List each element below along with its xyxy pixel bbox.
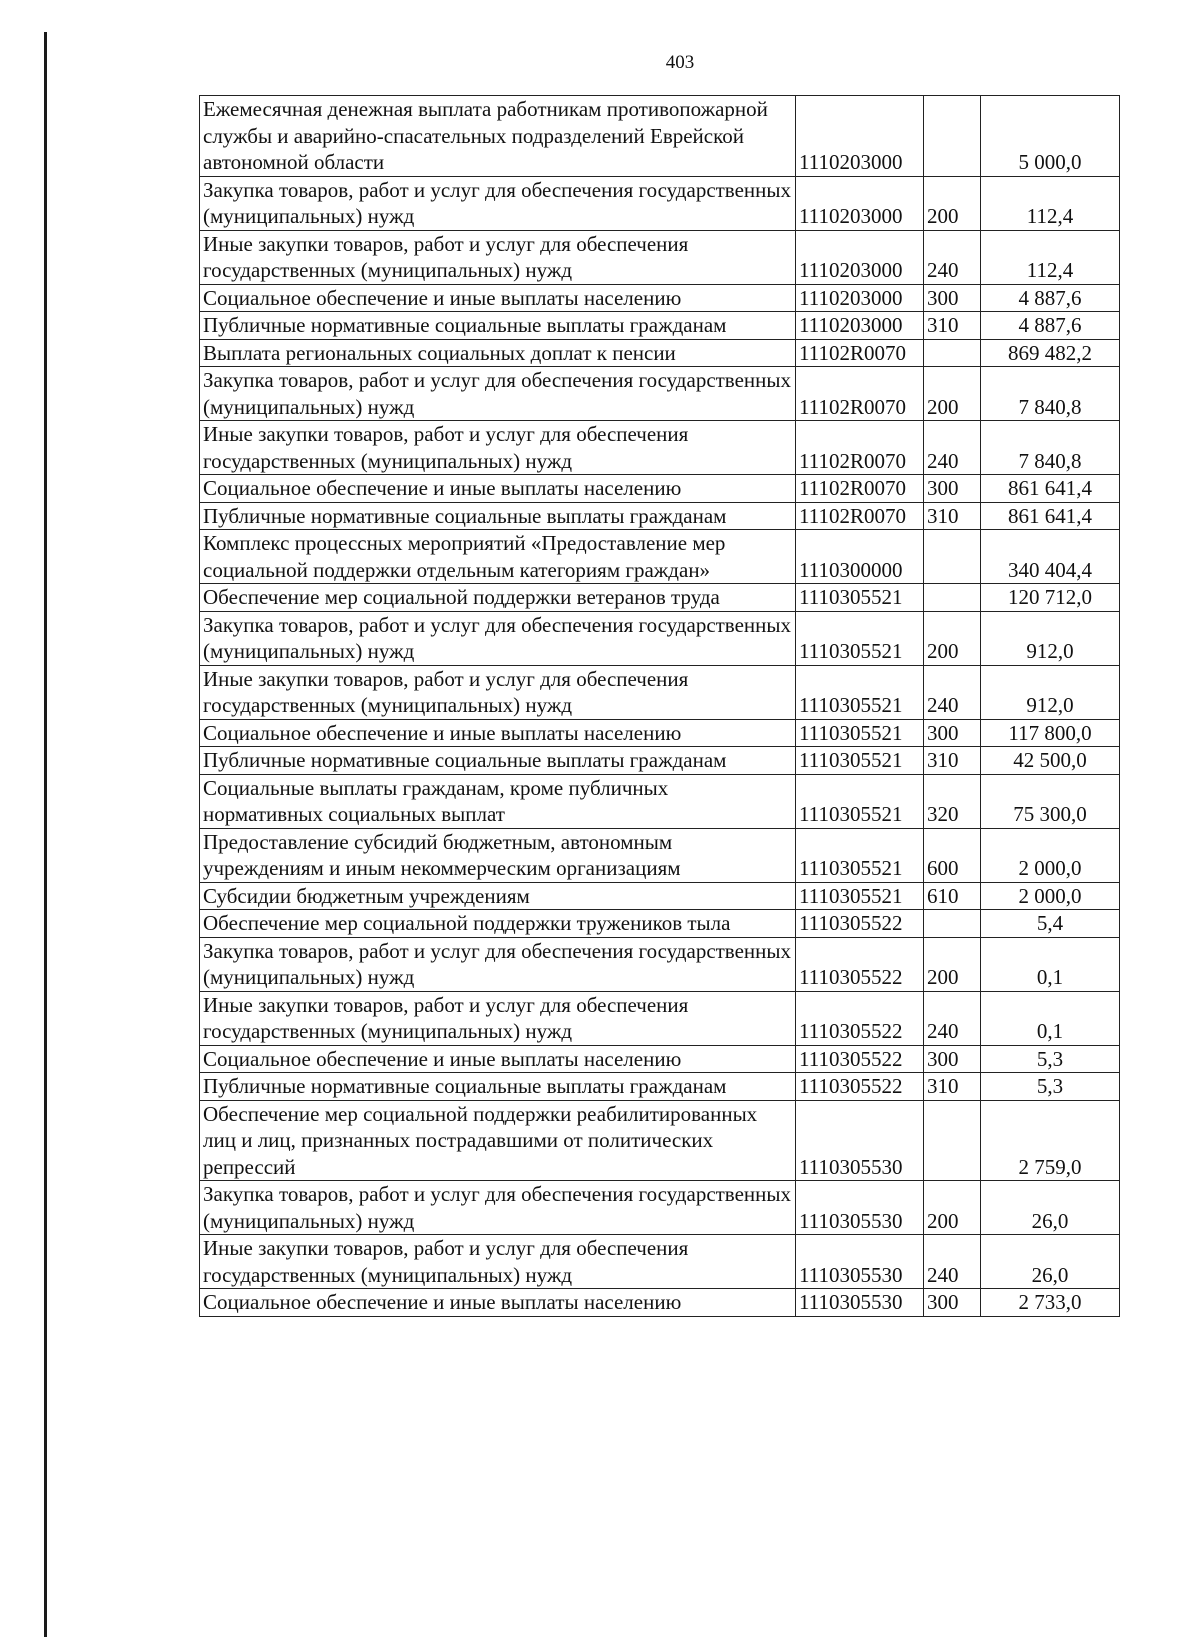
row-expense-type-cell: 300 — [924, 1045, 981, 1073]
row-expense-type-cell: 320 — [924, 774, 981, 828]
row-expense-type-cell: 240 — [924, 230, 981, 284]
row-expense-type-cell: 310 — [924, 1073, 981, 1101]
row-name-cell: Публичные нормативные социальные выплаты гражданам — [200, 502, 796, 530]
row-expense-type-cell — [924, 1100, 981, 1181]
row-code-cell: 1110203000 — [796, 176, 924, 230]
row-name-cell: Закупка товаров, работ и услуг для обеспечения государственных (муниципальных) нужд — [200, 1181, 796, 1235]
budget-table — [199, 95, 1120, 1317]
row-expense-type-cell: 240 — [924, 1235, 981, 1289]
row-sum-cell: 0,1 — [981, 937, 1120, 991]
row-expense-type-cell: 200 — [924, 1181, 981, 1235]
row-sum-cell: 4 887,6 — [981, 312, 1120, 340]
row-sum-cell: 26,0 — [981, 1181, 1120, 1235]
row-expense-type-cell — [924, 530, 981, 584]
row-sum-cell: 2 759,0 — [981, 1100, 1120, 1181]
row-sum-cell: 2 733,0 — [981, 1289, 1120, 1317]
row-name-cell: Иные закупки товаров, работ и услуг для обеспечения государственных (муниципальных) нужд — [200, 230, 796, 284]
row-expense-type-cell: 200 — [924, 937, 981, 991]
table-row — [200, 367, 1120, 421]
row-name-cell: Публичные нормативные социальные выплаты гражданам — [200, 747, 796, 775]
table-row — [200, 502, 1120, 530]
row-name-cell: Предоставление субсидий бюджетным, автономным учреждениям и иным некоммерческим организациям — [200, 828, 796, 882]
row-code-cell: 1110305521 — [796, 611, 924, 665]
table-row — [200, 96, 1120, 177]
page-number: 403 — [665, 52, 695, 73]
row-code-cell: 1110305521 — [796, 747, 924, 775]
table-row — [200, 611, 1120, 665]
row-code-cell: 1110305521 — [796, 665, 924, 719]
table-row — [200, 312, 1120, 340]
row-code-cell: 1110305521 — [796, 584, 924, 612]
table-row — [200, 991, 1120, 1045]
row-sum-cell: 75 300,0 — [981, 774, 1120, 828]
row-code-cell: 11102R0070 — [796, 421, 924, 475]
row-expense-type-cell: 610 — [924, 882, 981, 910]
row-expense-type-cell: 310 — [924, 502, 981, 530]
table-row — [200, 284, 1120, 312]
row-code-cell: 1110305530 — [796, 1289, 924, 1317]
row-sum-cell: 912,0 — [981, 665, 1120, 719]
row-code-cell: 1110300000 — [796, 530, 924, 584]
row-code-cell: 1110305521 — [796, 719, 924, 747]
table-row — [200, 1181, 1120, 1235]
row-expense-type-cell: 310 — [924, 747, 981, 775]
row-sum-cell: 117 800,0 — [981, 719, 1120, 747]
row-name-cell: Закупка товаров, работ и услуг для обеспечения государственных (муниципальных) нужд — [200, 176, 796, 230]
row-sum-cell: 5,4 — [981, 910, 1120, 938]
row-sum-cell: 0,1 — [981, 991, 1120, 1045]
table-row — [200, 747, 1120, 775]
row-expense-type-cell: 300 — [924, 719, 981, 747]
table-row — [200, 882, 1120, 910]
row-name-cell: Иные закупки товаров, работ и услуг для обеспечения государственных (муниципальных) нужд — [200, 991, 796, 1045]
row-name-cell: Публичные нормативные социальные выплаты гражданам — [200, 1073, 796, 1101]
row-sum-cell: 112,4 — [981, 176, 1120, 230]
table-row — [200, 665, 1120, 719]
table-row — [200, 584, 1120, 612]
row-expense-type-cell: 240 — [924, 421, 981, 475]
row-name-cell: Ежемесячная денежная выплата работникам противопожарной службы и аварийно-спасательных подразделений Еврейской автономной области — [200, 96, 796, 177]
row-name-cell: Обеспечение мер социальной поддержки тружеников тыла — [200, 910, 796, 938]
row-expense-type-cell — [924, 96, 981, 177]
row-expense-type-cell: 240 — [924, 665, 981, 719]
row-name-cell: Социальное обеспечение и иные выплаты населению — [200, 1045, 796, 1073]
table-row — [200, 1289, 1120, 1317]
row-name-cell: Иные закупки товаров, работ и услуг для обеспечения государственных (муниципальных) нужд — [200, 665, 796, 719]
row-code-cell: 1110203000 — [796, 284, 924, 312]
row-code-cell: 1110305522 — [796, 1045, 924, 1073]
row-code-cell: 1110203000 — [796, 230, 924, 284]
row-name-cell: Обеспечение мер социальной поддержки ветеранов труда — [200, 584, 796, 612]
row-name-cell: Социальное обеспечение и иные выплаты населению — [200, 719, 796, 747]
row-name-cell: Закупка товаров, работ и услуг для обеспечения государственных (муниципальных) нужд — [200, 937, 796, 991]
row-sum-cell: 7 840,8 — [981, 367, 1120, 421]
table-row — [200, 1100, 1120, 1181]
row-name-cell: Закупка товаров, работ и услуг для обеспечения государственных (муниципальных) нужд — [200, 367, 796, 421]
row-expense-type-cell: 600 — [924, 828, 981, 882]
row-name-cell: Комплекс процессных мероприятий «Предоставление мер социальной поддержки отдельным категориям граждан» — [200, 530, 796, 584]
row-sum-cell: 26,0 — [981, 1235, 1120, 1289]
table-row — [200, 230, 1120, 284]
table-row — [200, 1235, 1120, 1289]
row-sum-cell: 5,3 — [981, 1045, 1120, 1073]
table-row — [200, 339, 1120, 367]
row-code-cell: 11102R0070 — [796, 475, 924, 503]
row-name-cell: Социальное обеспечение и иные выплаты населению — [200, 284, 796, 312]
table-row — [200, 937, 1120, 991]
row-expense-type-cell — [924, 584, 981, 612]
row-code-cell: 1110305522 — [796, 910, 924, 938]
row-expense-type-cell: 310 — [924, 312, 981, 340]
row-name-cell: Выплата региональных социальных доплат к пенсии — [200, 339, 796, 367]
row-code-cell: 11102R0070 — [796, 502, 924, 530]
row-sum-cell: 112,4 — [981, 230, 1120, 284]
row-expense-type-cell: 300 — [924, 284, 981, 312]
table-row — [200, 530, 1120, 584]
row-code-cell: 1110305521 — [796, 774, 924, 828]
row-code-cell: 1110305521 — [796, 882, 924, 910]
row-sum-cell: 7 840,8 — [981, 421, 1120, 475]
row-code-cell: 1110203000 — [796, 312, 924, 340]
row-sum-cell: 869 482,2 — [981, 339, 1120, 367]
row-sum-cell: 2 000,0 — [981, 882, 1120, 910]
row-code-cell: 1110305522 — [796, 991, 924, 1045]
row-code-cell: 1110305530 — [796, 1181, 924, 1235]
row-name-cell: Социальное обеспечение и иные выплаты населению — [200, 475, 796, 503]
table-row — [200, 176, 1120, 230]
row-name-cell: Социальное обеспечение и иные выплаты населению — [200, 1289, 796, 1317]
row-name-cell: Субсидии бюджетным учреждениям — [200, 882, 796, 910]
binding-margin-line — [44, 32, 47, 1637]
table-row — [200, 421, 1120, 475]
row-sum-cell: 5,3 — [981, 1073, 1120, 1101]
row-code-cell: 11102R0070 — [796, 339, 924, 367]
table-row — [200, 1045, 1120, 1073]
row-code-cell: 1110305522 — [796, 1073, 924, 1101]
row-name-cell: Социальные выплаты гражданам, кроме публичных нормативных социальных выплат — [200, 774, 796, 828]
row-sum-cell: 912,0 — [981, 611, 1120, 665]
row-code-cell: 1110305521 — [796, 828, 924, 882]
table-row — [200, 475, 1120, 503]
row-expense-type-cell: 200 — [924, 176, 981, 230]
table-row — [200, 828, 1120, 882]
row-sum-cell: 2 000,0 — [981, 828, 1120, 882]
row-sum-cell: 861 641,4 — [981, 502, 1120, 530]
row-sum-cell: 4 887,6 — [981, 284, 1120, 312]
row-expense-type-cell — [924, 339, 981, 367]
table-row — [200, 719, 1120, 747]
row-sum-cell: 861 641,4 — [981, 475, 1120, 503]
row-name-cell: Иные закупки товаров, работ и услуг для обеспечения государственных (муниципальных) нужд — [200, 1235, 796, 1289]
row-sum-cell: 42 500,0 — [981, 747, 1120, 775]
row-code-cell: 1110305530 — [796, 1235, 924, 1289]
row-expense-type-cell: 240 — [924, 991, 981, 1045]
row-code-cell: 1110203000 — [796, 96, 924, 177]
row-name-cell: Закупка товаров, работ и услуг для обеспечения государственных (муниципальных) нужд — [200, 611, 796, 665]
row-expense-type-cell: 200 — [924, 611, 981, 665]
row-code-cell: 1110305530 — [796, 1100, 924, 1181]
row-sum-cell: 5 000,0 — [981, 96, 1120, 177]
row-expense-type-cell: 200 — [924, 367, 981, 421]
row-name-cell: Иные закупки товаров, работ и услуг для обеспечения государственных (муниципальных) нужд — [200, 421, 796, 475]
row-sum-cell: 120 712,0 — [981, 584, 1120, 612]
row-sum-cell: 340 404,4 — [981, 530, 1120, 584]
row-expense-type-cell — [924, 910, 981, 938]
table-row — [200, 910, 1120, 938]
row-expense-type-cell: 300 — [924, 475, 981, 503]
row-name-cell: Публичные нормативные социальные выплаты гражданам — [200, 312, 796, 340]
budget-table-body — [200, 96, 1120, 1317]
table-row — [200, 774, 1120, 828]
row-code-cell: 11102R0070 — [796, 367, 924, 421]
row-code-cell: 1110305522 — [796, 937, 924, 991]
row-expense-type-cell: 300 — [924, 1289, 981, 1317]
row-name-cell: Обеспечение мер социальной поддержки реабилитированных лиц и лиц, признанных пострадавшими от политических репрессий — [200, 1100, 796, 1181]
table-row — [200, 1073, 1120, 1101]
